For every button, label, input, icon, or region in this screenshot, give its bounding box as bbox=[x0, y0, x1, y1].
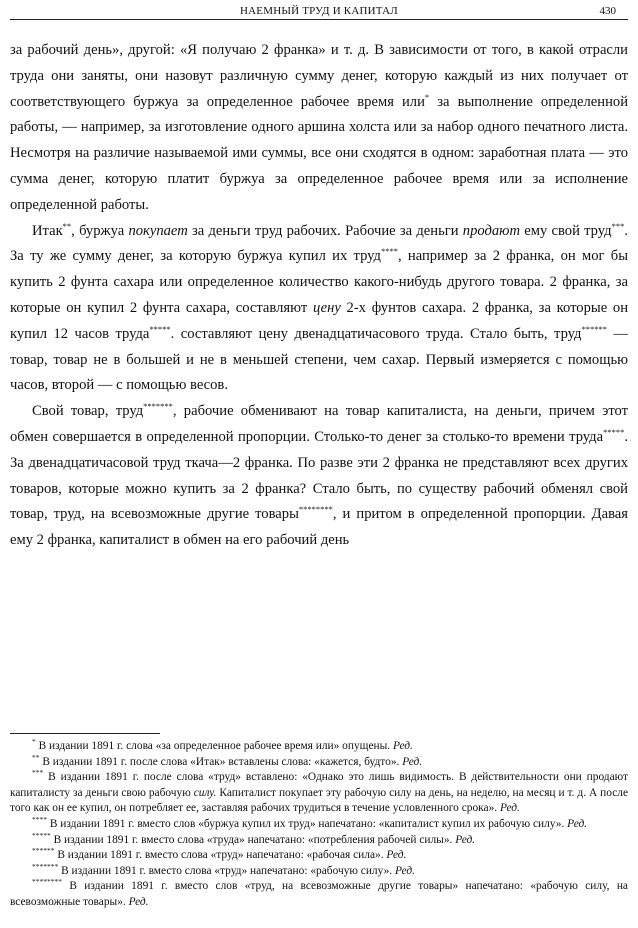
footnote: **** В издании 1891 г. вместо слов «буржуа купил их труд» напечатано: «капиталист купил их рабочую силу». Ред. bbox=[32, 814, 588, 830]
paragraph: Итак**, буржуа покупает за деньги труд рабочих. Рабочие за деньги продают ему свой труд***. За ту же сумму денег, за которую буржуа купил их труд****, например за 2 франка, он мог бы купить 2 фунта сахара или определенное количество какого-нибудь другого товара. 2 франка, за которые он купил 2 фунта сахара, составляют цену 2-х фунтов сахара. 2 франка, за которые он купил 12 часов труда*****. составляют цену двенадцатичасового труда. Стало быть, труд****** — товар, товар не в большей и не в меньшей степени, чем сахар. Первый измеряется с помощью часов, второй — с помощью весов. bbox=[10, 220, 629, 394]
footnote-marker[interactable]: ******** bbox=[298, 504, 333, 515]
footnote: *** В издании 1891 г. после слова «труд» вставлено: «Однако это лишь видимость. В действительности они продают капиталисту за деньги свою рабочую силу. Капиталист покупает эту рабочую силу на день, на неделю, на месяц и т. д. А после того как он ее купил, он потребляет ее, заставляя рабочих трудиться в течение условленного срока». Ред. bbox=[10, 768, 629, 815]
footnote-mark: * bbox=[32, 737, 36, 746]
footnote-mark: *** bbox=[32, 768, 44, 778]
editor-note: Ред. bbox=[386, 849, 407, 862]
emphasis: продают bbox=[462, 222, 520, 239]
footnote-separator bbox=[10, 733, 160, 734]
running-title: НАЕМНЫЙ ТРУД И КАПИТАЛ bbox=[240, 5, 398, 17]
paragraph: за рабочий день», другой: «Я получаю 2 франка» и т. д. В зависимости от того, в какой отрасли труда они заняты, они назовут различную сумму денег, которую каждый из них получает от соответствующего буржуа за определенное рабочее время или* за выполнение определенной работы, — например, за изготовление одного аршина холста или за набор одного печатного листа. Несмотря на различие называемой ими суммы, все они сходятся в одном: заработная плата — это сумма денег, которую платит буржуа за определенное рабочее время или за исполнение определенной работы. bbox=[10, 42, 629, 213]
footnote-marker[interactable]: ****** bbox=[581, 323, 607, 334]
footnote-mark: ** bbox=[32, 752, 40, 762]
page-number: 430 bbox=[599, 5, 616, 17]
editor-note: Ред. bbox=[392, 740, 413, 752]
footnote-marker[interactable]: **** bbox=[380, 246, 398, 257]
main-text bbox=[10, 38, 628, 554]
footnote-marker[interactable]: ***** bbox=[149, 323, 171, 334]
footnote: ******** В издании 1891 г. вместо слов «труд, на всевозможные другие товары» напечатано: «рабочую силу, на всевозможные товары». Ред. bbox=[10, 877, 628, 908]
emphasis: цену bbox=[312, 299, 341, 316]
footnote-marker[interactable]: *** bbox=[611, 220, 625, 231]
editor-note: Ред. bbox=[499, 802, 520, 815]
running-header bbox=[10, 3, 628, 20]
footnote-mark: ****** bbox=[32, 846, 55, 856]
emphasis: силу. bbox=[193, 786, 217, 799]
footnote: ***** В издании 1891 г. вместо слова «труда» напечатано: «потребления рабочей силы». Ред. bbox=[32, 830, 476, 846]
footnote: ** В издании 1891 г. после слова «Итак» вставлены слова: «кажется, будто». Ред. bbox=[32, 752, 423, 768]
editor-note: Ред. bbox=[455, 833, 476, 846]
footnote: ****** В издании 1891 г. вместо слова «труд» напечатано: «рабочая сила». Ред. bbox=[32, 846, 407, 862]
footnote-mark: ******* bbox=[32, 861, 59, 871]
footnote-marker[interactable]: ******* bbox=[143, 401, 173, 412]
editor-note: Ред. bbox=[402, 755, 423, 768]
footnote-mark: **** bbox=[32, 814, 47, 824]
emphasis: покупает bbox=[128, 222, 188, 239]
footnotes bbox=[10, 739, 628, 911]
footnote: * В издании 1891 г. слова «за определенное рабочее время или» опущены. Ред. bbox=[32, 737, 413, 752]
editor-note: Ред. bbox=[395, 864, 415, 877]
editor-note: Ред. bbox=[567, 817, 588, 830]
editor-note: Ред. bbox=[128, 895, 149, 908]
footnote-marker[interactable]: ** bbox=[62, 220, 72, 231]
footnote: ******* В издании 1891 г. вместо слова «труд» напечатано: «рабочую силу». Ред. bbox=[32, 861, 415, 877]
footnote-marker[interactable]: ***** bbox=[603, 426, 625, 437]
footnote-mark: ******** bbox=[32, 877, 62, 887]
footnote-marker[interactable]: * bbox=[424, 91, 430, 102]
paragraph: Свой товар, труд*******, рабочие обменивают на товар капиталиста, на деньги, причем этот обмен совершается в определенной пропорции. Столько-то денег за столько-то времени труда*****. За двенадцатичасовой труд ткача—2 франка. По разве эти 2 франка не представляют всех других товаров, которые можно купить за 2 франка? Стало быть, по существу рабочий обменял свой товар, труд, на всевозможные другие товары********, и притом в определенной пропорции. Давая ему 2 франка, капиталист в обмен на его рабочий день bbox=[10, 401, 628, 549]
footnote-mark: ***** bbox=[32, 830, 51, 840]
